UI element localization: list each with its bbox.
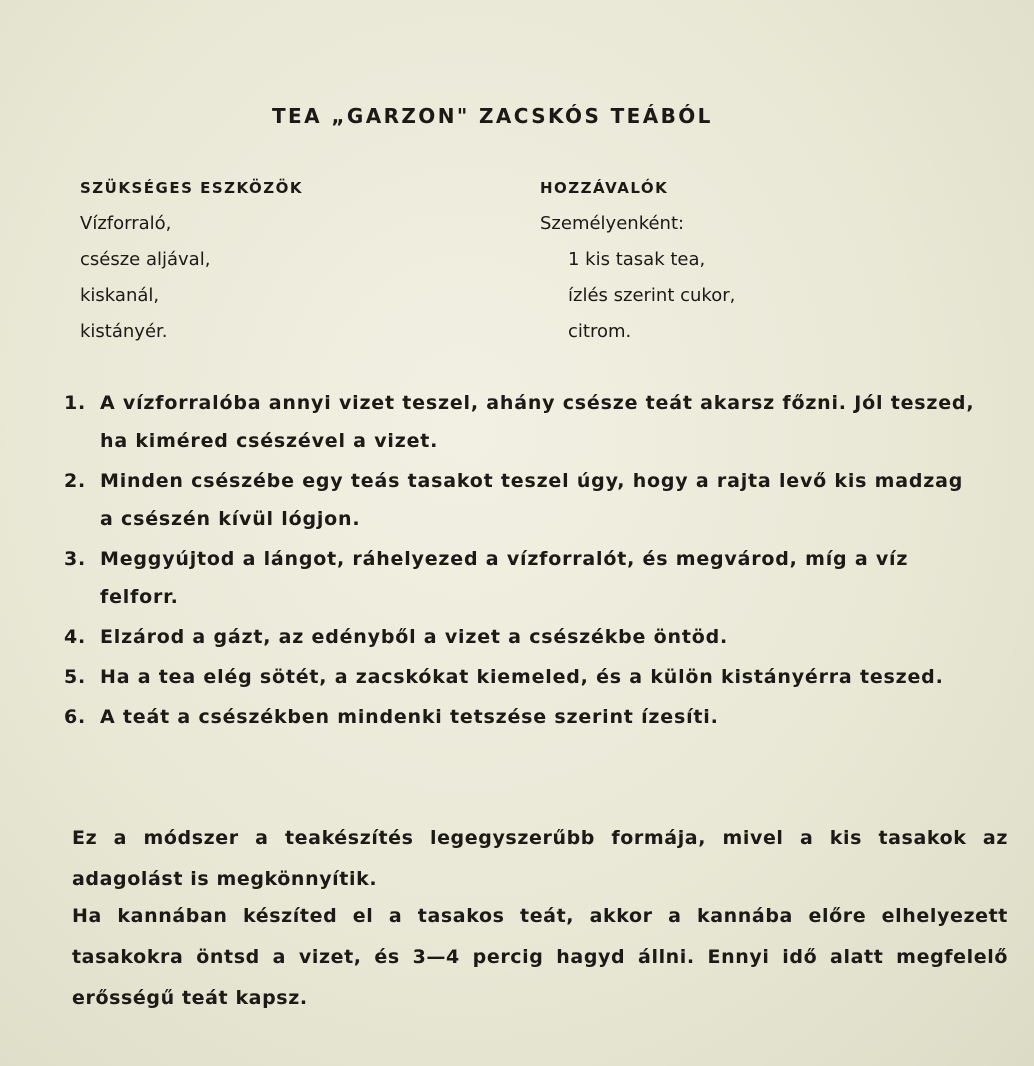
step-text: Ha a tea elég sötét, a zacskókat kiemeled, és a külön kistányérra teszed. — [100, 666, 944, 688]
step-text: Elzárod a gázt, az edényből a vizet a csészékbe öntöd. — [100, 626, 728, 648]
ingredient-item: citrom. — [568, 321, 632, 342]
note-paragraph: Ez a módszer a teakészítés legegyszerűbb formája, mivel a kis tasakok az adagolást is megkönnyítik. — [72, 827, 1008, 890]
tool-item: kiskanál, — [80, 285, 160, 306]
ingredients-heading: HOZZÁVALÓK — [540, 179, 669, 197]
step-number: 4. — [64, 626, 87, 648]
step-number: 2. — [64, 470, 87, 492]
step-text: Meggyújtod a lángot, ráhelyezed a vízforralót, és megvárod, míg a víz felforr. — [100, 548, 909, 608]
step-text: A teát a csészékben mindenki tetszése szerint ízesíti. — [100, 706, 719, 728]
step-item — [64, 658, 984, 696]
step-number: 6. — [64, 706, 87, 728]
step-item — [64, 698, 984, 736]
step-number: 1. — [64, 392, 87, 414]
ingredient-item: 1 kis tasak tea, — [568, 249, 706, 270]
ingredient-item: ízlés szerint cukor, — [568, 285, 736, 306]
step-item — [64, 384, 984, 460]
step-number: 5. — [64, 666, 87, 688]
tools-heading: SZÜKSÉGES ESZKÖZÖK — [80, 179, 303, 197]
step-text: A vízforralóba annyi vizet teszel, ahány csésze teát akarsz főzni. Jól teszed, ha kiméred csészével a vizet. — [100, 392, 975, 452]
step-text: Minden csészébe egy teás tasakot teszel úgy, hogy a rajta levő kis madzag a csészén kívül lógjon. — [100, 470, 964, 530]
steps-list — [64, 384, 984, 738]
tool-item: csésze aljával, — [80, 249, 211, 270]
step-item — [64, 462, 984, 538]
tools-section — [80, 170, 303, 350]
step-number: 3. — [64, 548, 87, 570]
ingredients-section — [540, 170, 735, 350]
ingredients-subheading: Személyenként: — [540, 213, 685, 234]
step-item — [64, 540, 984, 616]
tool-item: kistányér. — [80, 321, 168, 342]
step-item — [64, 618, 984, 656]
tool-item: Vízforraló, — [80, 213, 172, 234]
note-paragraph: Ha kannában készíted el a tasakos teát, akkor a kannába előre elhelyezett tasakokra öntsd a vizet, és 3—4 percig hagyd állni. Ennyi idő alatt megfelelő erősségű teát kapsz. — [72, 905, 1008, 1009]
recipe-title: TEA „GARZON" ZACSKÓS TEÁBÓL — [272, 104, 713, 128]
